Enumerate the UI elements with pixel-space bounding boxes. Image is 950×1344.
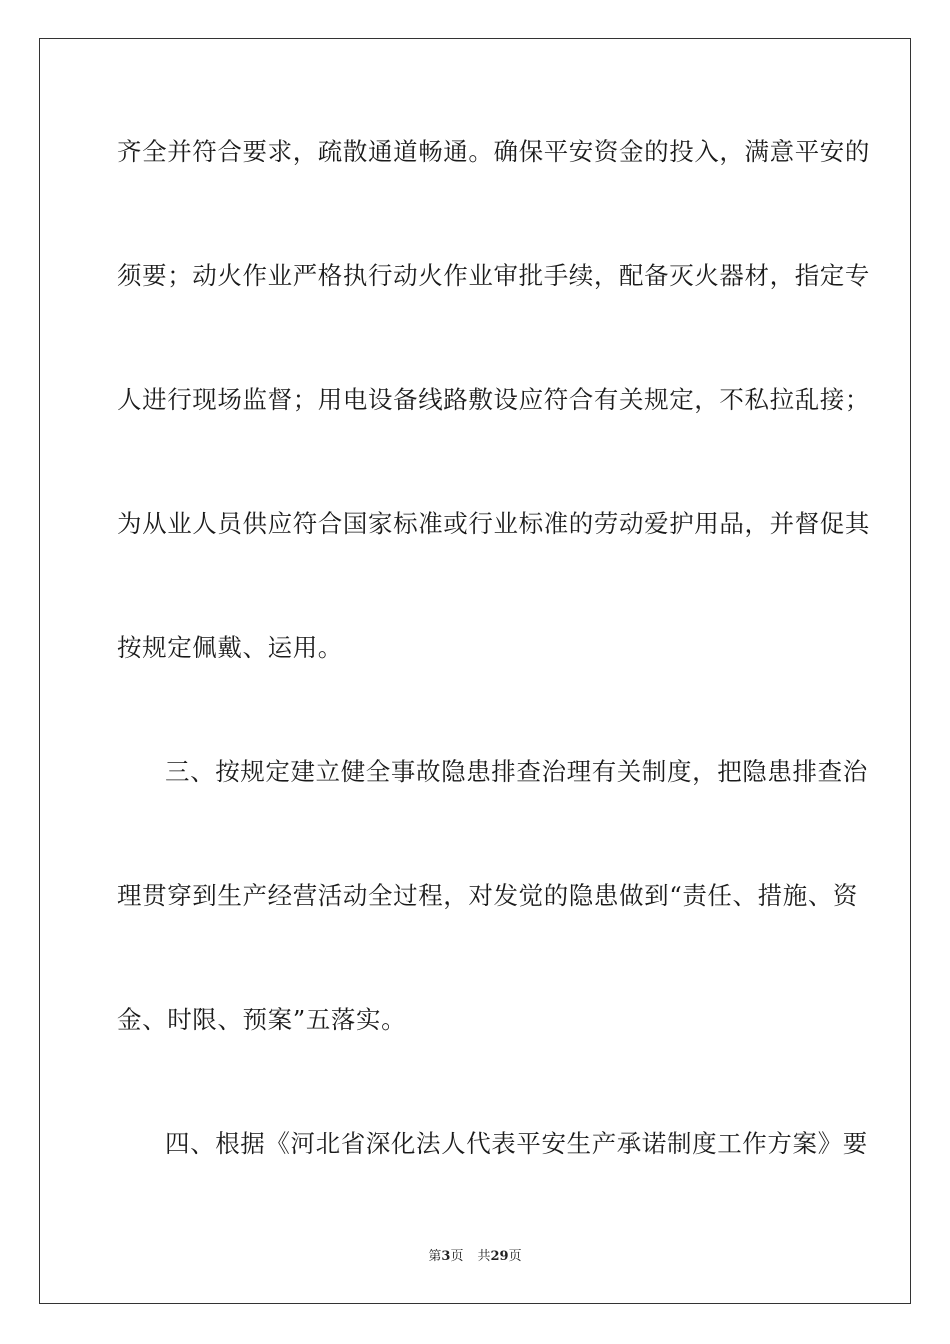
body-text-line-4: 为从业人员供应符合国家标准或行业标准的劳动爱护用品，并督促其	[117, 509, 870, 538]
body-text-line-8: 金、时限、预案”五落实。	[117, 1005, 407, 1034]
total-suffix: 页	[508, 1249, 522, 1264]
body-text-line-2: 须要；动火作业严格执行动火作业审批手续，配备灭火器材，指定专	[117, 261, 870, 290]
paragraph-three-start: 三、按规定建立健全事故隐患排查治理有关制度，把隐患排查治	[165, 757, 868, 786]
page-footer	[0, 1248, 950, 1266]
page-prefix: 第	[428, 1249, 442, 1264]
page-number: 3	[441, 1249, 451, 1264]
total-pages: 29	[490, 1249, 509, 1264]
page-frame	[39, 38, 911, 1304]
paragraph-four-start: 四、根据《河北省深化法人代表平安生产承诺制度工作方案》要	[165, 1129, 868, 1158]
body-text-line-7: 理贯穿到生产经营活动全过程，对发觉的隐患做到“责任、措施、资	[117, 881, 859, 910]
body-text-line-1: 齐全并符合要求，疏散通道畅通。确保平安资金的投入，满意平安的	[117, 137, 870, 166]
body-text-line-3: 人进行现场监督；用电设备线路敷设应符合有关规定，不私拉乱接；	[117, 385, 870, 414]
page-suffix: 页	[450, 1249, 464, 1264]
body-text-line-5: 按规定佩戴、运用。	[117, 633, 343, 662]
total-prefix: 共	[477, 1249, 491, 1264]
